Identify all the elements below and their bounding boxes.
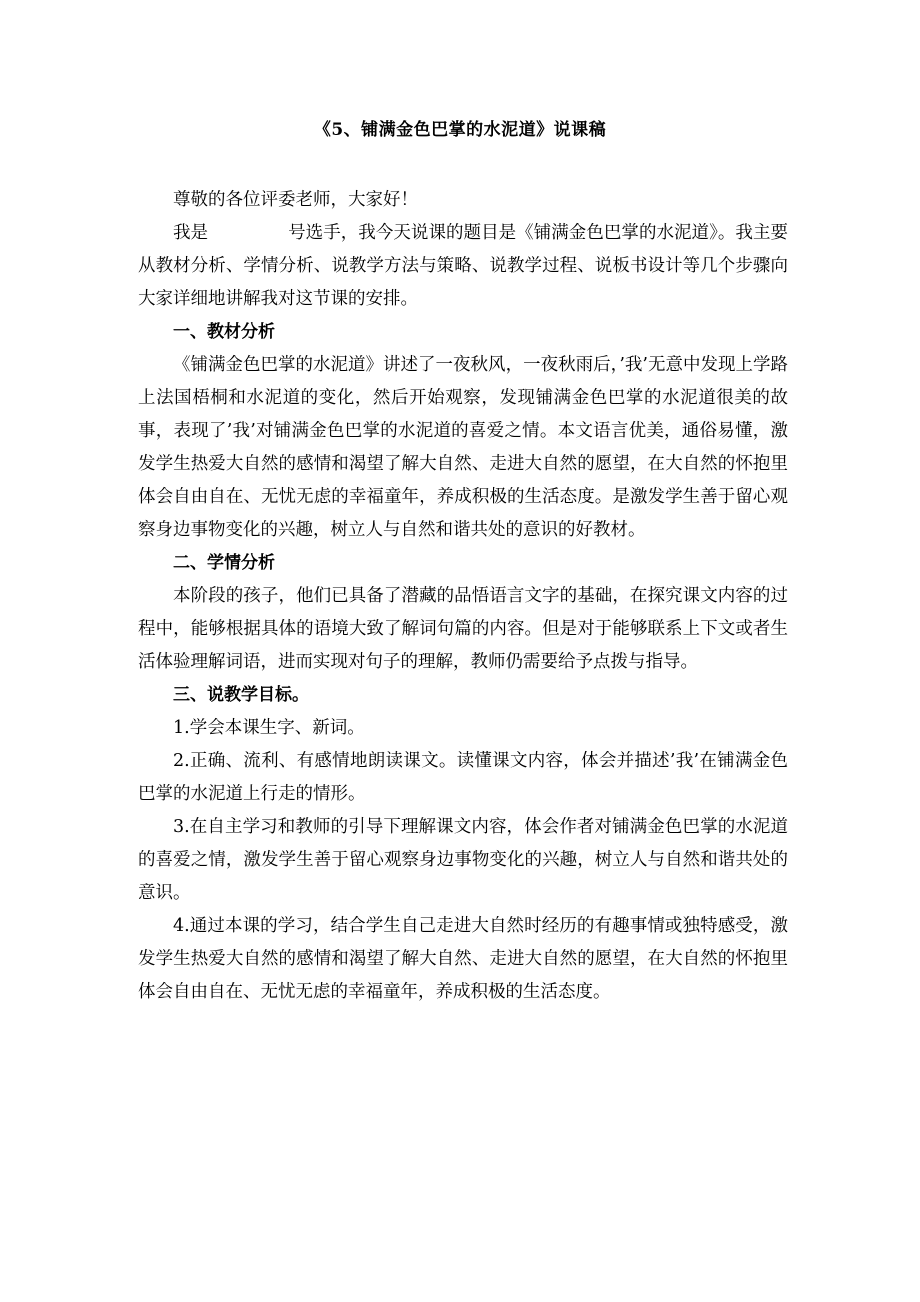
goal-item-3: 3.在自主学习和教师的引导下理解课文内容，体会作者对铺满金色巴掌的水泥道的喜爱之情，激发学生善于留心观察身边事物变化的兴趣，树立人与自然和谐共处的意识。 [138,817,788,903]
section-heading-textbook-analysis: 一、教材分析 [173,322,275,342]
paragraph-student-analysis: 本阶段的孩子，他们已具备了潜藏的品悟语言文字的基础，在探究课文内容的过程中，能够根据具体的语境大致了解词句篇的内容。但是对于能够联系上下文或者生活体验理解词语，进而实现对句子的理解，教师仍需要给予点拨与指导。 [138,586,788,672]
goal-item-1: 1.学会本课生字、新词。 [173,718,365,738]
section-heading-student-analysis: 二、学情分析 [173,553,275,573]
intro-paragraph [138,217,788,316]
intro-suffix: 号选手，我今天说课的题目是《铺满金色巴掌的水泥道》。我主要从教材分析、学情分析、说教学方法与策略、说教学过程、说板书设计等几个步骤向大家详细地讲解我对这节课的安排。 [138,223,789,309]
goal-item-2: 2.正确、流利、有感情地朗读课文。读懂课文内容，体会并描述’我’在铺满金色巴掌的水泥道上行走的情形。 [138,751,788,804]
document-title: 《5、铺满金色巴掌的水泥道》说课稿 [313,120,607,140]
section-heading-teaching-goals: 三、说教学目标。 [173,685,309,705]
document-body [138,184,788,1009]
greeting-paragraph: 尊敬的各位评委老师，大家好！ [173,190,418,210]
goal-item-4: 4.通过本课的学习，结合学生自己走进大自然时经历的有趣事情或独特感受，激发学生热爱大自然的感情和渴望了解大自然、走进大自然的愿望，在大自然的怀抱里体会自由自在、无忧无虑的幸福童年，养成积极的生活态度。 [138,916,788,1002]
intro-prefix: 我是 [173,223,209,243]
paragraph-textbook-analysis: 《铺满金色巴掌的水泥道》讲述了一夜秋风，一夜秋雨后，’我’无意中发现上学路上法国梧桐和水泥道的变化，然后开始观察，发现铺满金色巴掌的水泥道很美的故事，表现了’我’对铺满金色巴掌的水泥道的喜爱之情。本文语言优美，通俗易懂，激发学生热爱大自然的感情和渴望了解大自然、走进大自然的愿望，在大自然的怀抱里体会自由自在、无忧无虑的幸福童年，养成积极的生活态度。是激发学生善于留心观察身边事物变化的兴趣，树立人与自然和谐共处的意识的好教材。 [138,355,788,540]
